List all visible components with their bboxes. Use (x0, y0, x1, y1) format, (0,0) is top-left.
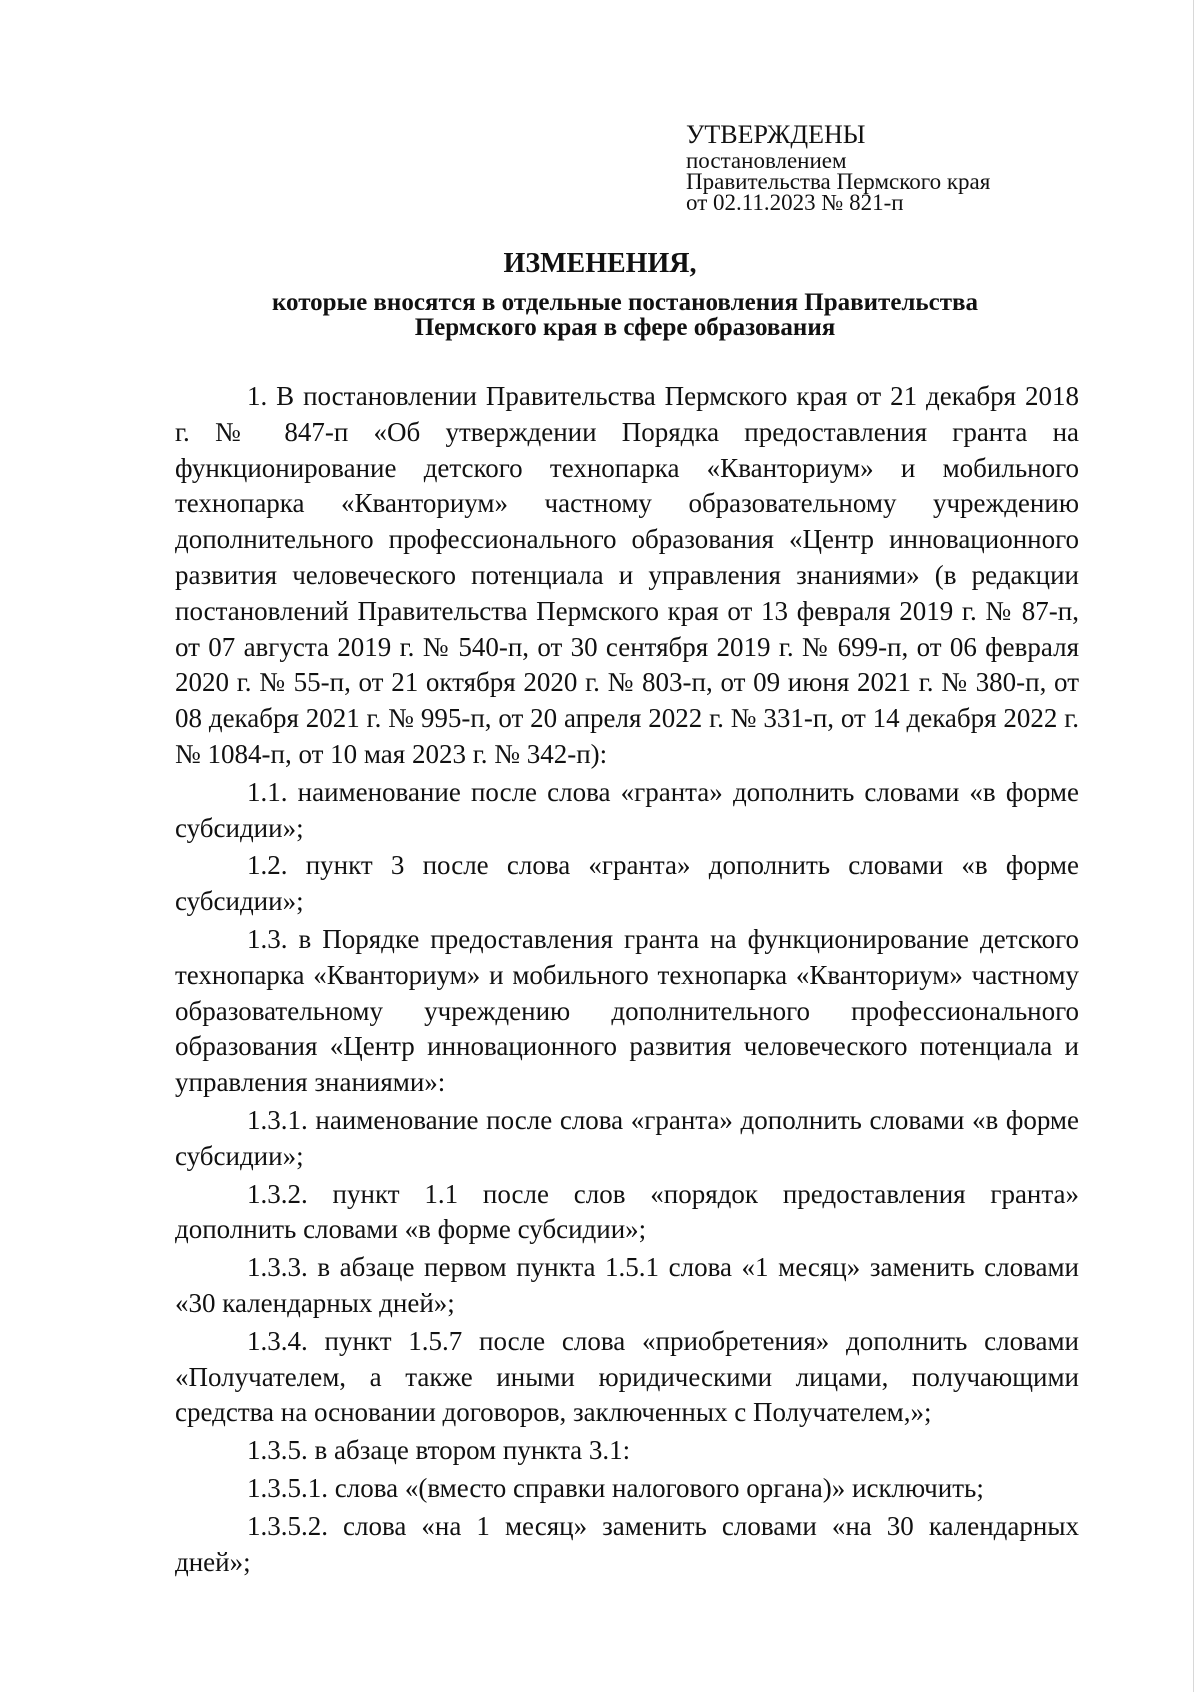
paragraph: 1.1. наименование после слова «гранта» дополнить словами «в форме субсидии»; (175, 776, 1079, 843)
paragraph: 1.3.5. в абзаце втором пункта 3.1: (247, 1435, 631, 1466)
approval-stamp (686, 120, 1106, 213)
paragraph: 1.2. пункт 3 после слова «гранта» дополнить словами «в форме субсидии»; (175, 850, 1079, 917)
subtitle-line: Пермского края в сфере образования (414, 314, 836, 341)
paragraph: 1.3.4. пункт 1.5.7 после слова «приобретения» дополнить словами «Получателем, а также иными юридическими лицами, получающими средства на основании договоров, заключенных с Получателем,»; (175, 1325, 1079, 1428)
document-title: ИЗМЕНЕНИЯ, (503, 248, 697, 279)
paragraph: 1.3. в Порядке предоставления гранта на функционирование детского технопарка «Кванториум» и мобильного технопарка «Кванториум» частному образовательному учреждению дополнительного профессионального образования «Центр инновационного развития человеческого потенциала и управления знаниями»: (175, 923, 1079, 1098)
approval-date-line: от 02.11.2023 № 821-п (686, 190, 904, 215)
approval-line: Правительства Пермского края (686, 169, 991, 194)
document-subtitle (175, 290, 1075, 340)
subtitle-line: которые вносятся в отдельные постановления Правительства (271, 289, 979, 316)
paragraph: 1.3.5.1. слова «(вместо справки налогового органа)» исключить; (247, 1472, 984, 1503)
approval-line: постановлением (686, 148, 847, 173)
paragraph: 1.3.1. наименование после слова «гранта» дополнить словами «в форме субсидии»; (175, 1104, 1079, 1171)
paragraph: 1.3.5.2. слова «на 1 месяц» заменить словами «на 30 календарных дней»; (175, 1510, 1079, 1577)
paragraph: 1. В постановлении Правительства Пермского края от 21 декабря 2018 г. № 847-п «Об утверждении Порядка предоставления гранта на функционирование детского технопарка «Кванториум» и мобильного технопарка «Кванториум» частному образовательному учреждению дополнительного профессионального образования «Центр инновационного развития человеческого потенциала и управления знаниями» (в редакции постановлений Правительства Пермского края от 13 февраля 2019 г. № 87-п, от 07 августа 2019 г. № 540-п, от 30 сентября 2019 г. № 699-п, от 06 февраля 2020 г. № 55-п, от 21 октября 2020 г. № 803-п, от 09 июня 2021 г. № 380-п, от 08 декабря 2021 г. № 995-п, от 20 апреля 2022 г. № 331-п, от 14 декабря 2022 г. № 1084-п, от 10 мая 2023 г. № 342-п): (175, 381, 1079, 769)
paragraph: 1.3.3. в абзаце первом пункта 1.5.1 слова «1 месяц» заменить словами «30 календарных дней»; (175, 1252, 1079, 1318)
document-body (175, 379, 1079, 1582)
paragraph: 1.3.2. пункт 1.1 после слов «порядок предоставления гранта» дополнить словами «в форме субсидии»; (175, 1178, 1079, 1245)
approval-heading: УТВЕРЖДЕНЫ (686, 120, 866, 149)
